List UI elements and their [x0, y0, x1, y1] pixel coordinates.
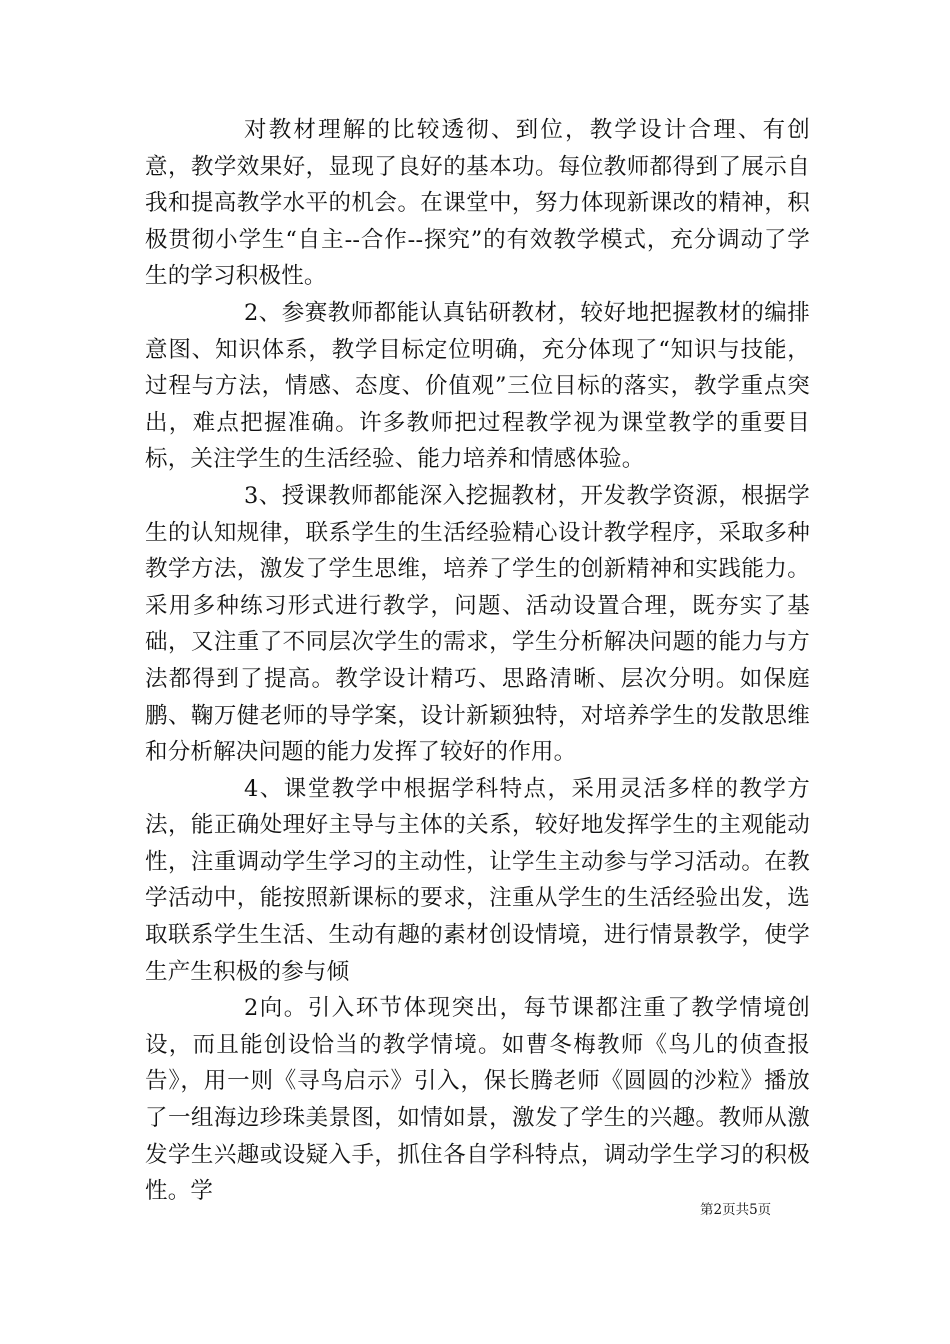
paragraph-4: 4、课堂教学中根据学科特点，采用灵活多样的教学方法，能正确处理好主导与主体的关系，较好地发挥学生的主观能动性，注重调动学生学习的主动性，让学生主动参与学习活动。在教学活动中，能按照新课标的要求，注重从学生的生活经验出发，选取联系学生生活、生动有趣的素材创设情境，进行情景教学，使学生产生积极的参与倾: [145, 775, 810, 985]
paragraph-3: 3、授课教师都能深入挖掘教材，开发教学资源，根据学生的认知规律，联系学生的生活经验精心设计教学程序，采取多种教学方法，激发了学生思维，培养了学生的创新精神和实践能力。采用多种练习形式进行教学，问题、活动设置合理，既夯实了基础，又注重了不同层次学生的需求，学生分析解决问题的能力与方法都得到了提高。教学设计精巧、思路清晰、层次分明。如保庭鹏、鞠万健老师的导学案，设计新颖独特，对培养学生的发散思维和分析解决问题的能力发挥了较好的作用。: [145, 482, 810, 766]
paragraph-1: 对教材理解的比较透彻、到位，教学设计合理、有创意，教学效果好，显现了良好的基本功。每位教师都得到了展示自我和提高教学水平的机会。在课堂中，努力体现新课改的精神，积极贯彻小学生“自主--合作--探究”的有效教学模式，充分调动了学生的学习积极性。: [145, 117, 810, 290]
body-text: [145, 112, 810, 1210]
paragraph-5: 2向。引入环节体现突出，每节课都注重了教学情境创设，而且能创设恰当的教学情境。如曹冬梅教师《鸟儿的侦查报告》，用一则《寻鸟启示》引入，保长腾老师《圆圆的沙粒》播放了一组海边珍珠美景图，如情如景，激发了学生的兴趣。教师从激发学生兴趣或设疑入手，抓住各自学科特点，调动学生学习的积极性。学: [145, 995, 810, 1205]
page-number-footer: 第2页共5页: [700, 1202, 772, 1218]
paragraph-2: 2、参赛教师都能认真钻研教材，较好地把握教材的编排意图、知识体系，教学目标定位明确，充分体现了“知识与技能，过程与方法，情感、态度、价值观”三位目标的落实，教学重点突出，难点把握准确。许多教师把过程教学视为课堂教学的重要目标，关注学生的生活经验、能力培养和情感体验。: [145, 299, 810, 473]
